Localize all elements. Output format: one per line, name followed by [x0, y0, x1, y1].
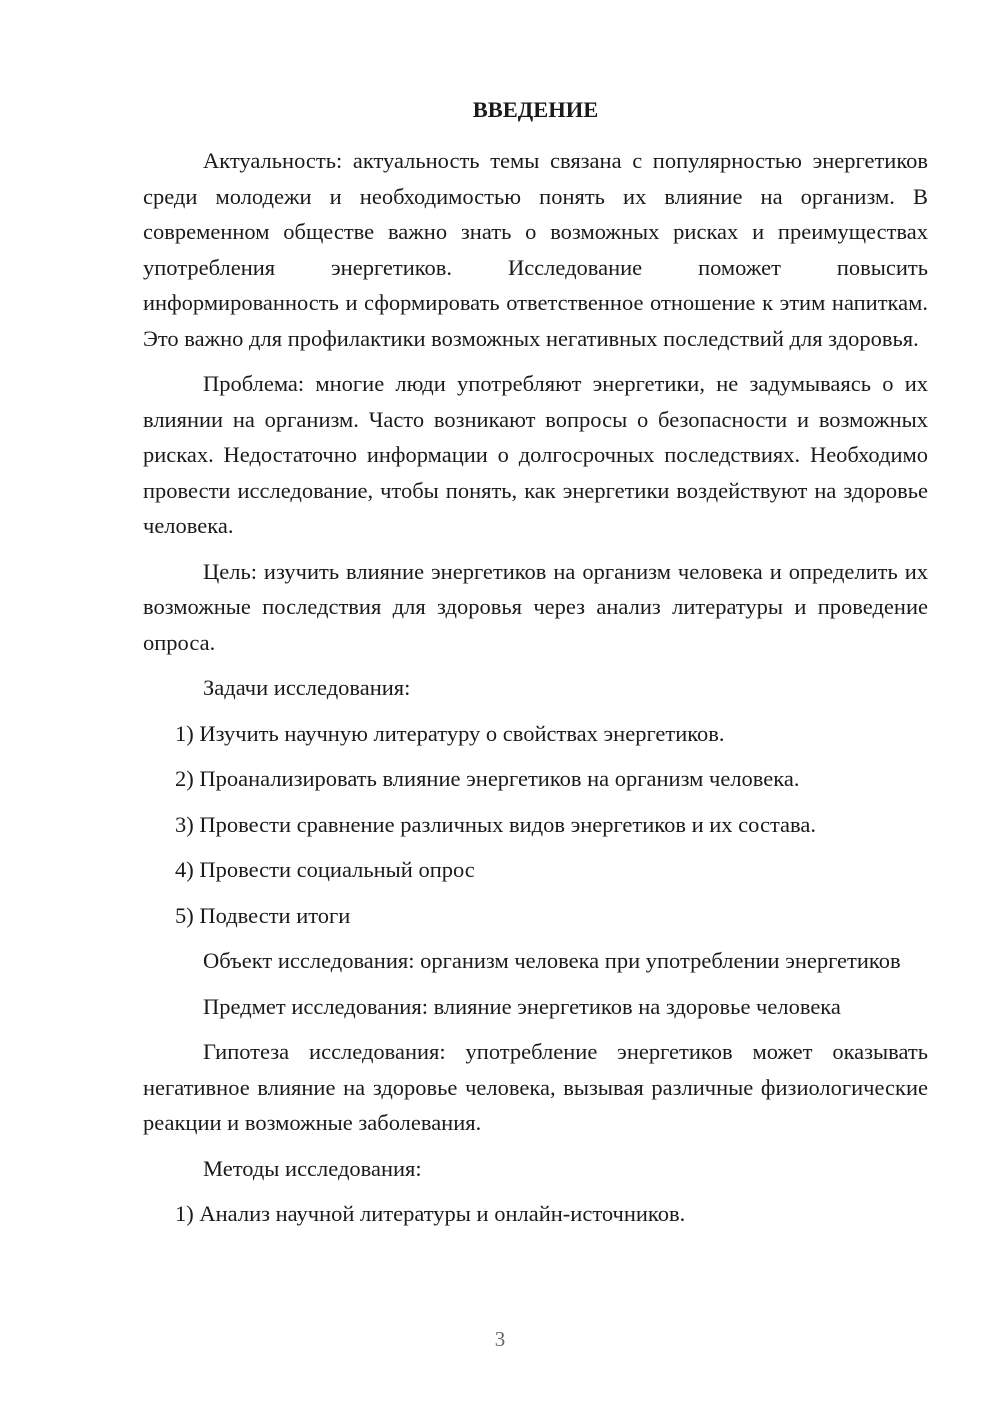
relevance-paragraph: Актуальность: актуальность темы связана с популярностью энергетиков среди молодежи и необходимостью понять их влияние на организм. В современном обществе важно знать о возможных рисках и преимуществах употребления энергетиков. Исследование поможет повысить информированность и сформировать ответственное отношение к этим напиткам. Это важно для профилактики возможных негативных последствий для здоровья.	[143, 148, 928, 351]
list-item: 1) Изучить научную литературу о свойствах энергетиков.	[175, 720, 725, 746]
methods-list	[143, 1196, 928, 1232]
list-item: 2) Проанализировать влияние энергетиков на организм человека.	[175, 766, 800, 791]
hypothesis-paragraph: Гипотеза исследования: употребление энергетиков может оказывать негативное влияние на здоровье человека, вызывая различные физиологические реакции и возможные заболевания.	[143, 1039, 928, 1135]
list-item: 5) Подвести итоги	[175, 902, 351, 928]
tasks-list	[143, 716, 928, 934]
tasks-heading: Задачи исследования:	[203, 675, 411, 700]
list-item: 3) Провести сравнение различных видов энергетиков и их состава.	[175, 811, 816, 837]
list-item: 1) Анализ научной литературы и онлайн-источников.	[175, 1201, 686, 1226]
problem-paragraph: Проблема: многие люди употребляют энергетики, не задумываясь о их влиянии на организм. Часто возникают вопросы о безопасности и возможных рисках. Недостаточно информации о долгосрочных последствиях. Необходимо провести исследование, чтобы понять, как энергетики воздействуют на здоровье человека.	[143, 371, 928, 538]
page-number: 3	[494, 1327, 506, 1351]
object-paragraph: Объект исследования: организм человека при употреблении энергетиков	[203, 948, 901, 973]
subject-paragraph: Предмет исследования: влияние энергетиков на здоровье человека	[203, 993, 841, 1019]
page-content	[143, 92, 928, 1242]
list-item: 4) Провести социальный опрос	[175, 857, 475, 882]
goal-paragraph: Цель: изучить влияние энергетиков на организм человека и определить их возможные последствия для здоровья через анализ литературы и проведение опроса.	[143, 558, 928, 655]
methods-heading: Методы исследования:	[203, 1155, 422, 1181]
section-title: ВВЕДЕНИЕ	[472, 97, 599, 122]
